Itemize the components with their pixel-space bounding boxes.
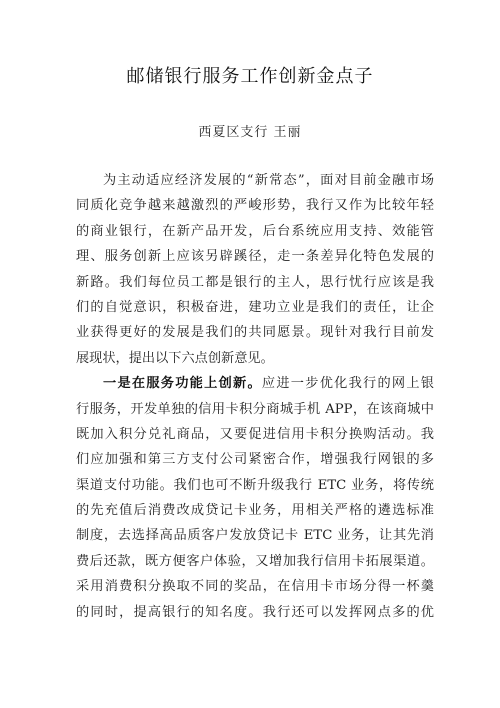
text-line <box>76 371 434 396</box>
text-line: 渠道支付功能。我们也可不断升级我行 ETC 业务，将传统 <box>76 477 434 493</box>
text-line: 采用消费积分换取不同的奖品，在信用卡市场分得一杯羹 <box>76 579 434 595</box>
document-title: 邮储银行服务工作创新金点子 <box>126 66 374 87</box>
text-line: 展现状，提出以下六点创新意见。 <box>76 350 274 366</box>
paragraph-1 <box>76 168 434 371</box>
text-line: 的先充值后消费改成贷记卡业务，用相关严格的遴选标准 <box>76 503 434 519</box>
text-line: 们应加强和第三方支付公司紧密合作，增强我行网银的多 <box>76 452 434 468</box>
paragraph-2 <box>76 371 434 625</box>
text-line: 既加入积分兑礼商品，又要促进信用卡积分换购活动。我 <box>76 426 434 442</box>
text-line: 新路。我们每位员工都是银行的主人，思行忧行应该是我 <box>76 274 434 290</box>
text-line: 同质化竞争越来越激烈的严峻形势，我行又作为比较年轻 <box>76 198 434 214</box>
text-line: 业获得更好的发展是我们的共同愿景。现针对我行目前发 <box>76 325 434 341</box>
author-line: 西夏区支行 王丽 <box>198 125 302 140</box>
text-line: 的同时，提高银行的知名度。我行还可以发挥网点多的优 <box>76 604 434 620</box>
document-body <box>76 168 434 625</box>
paragraph-heading: 一是在服务功能上创新。 <box>103 376 262 392</box>
text-line: 的商业银行，在新产品开发，后台系统应用支持、效能管 <box>76 223 434 239</box>
text-line: 制度，去选择高品质客户发放贷记卡 ETC 业务，让其先消 <box>76 528 434 544</box>
text-line-rest: 应进一步优化我行的网上银 <box>261 376 434 392</box>
text-line: 理、服务创新上应该另辟蹊径，走一条差异化特色发展的 <box>76 249 434 265</box>
text-line: 为主动适应经济发展的“新常态”，面对目前金融市场 <box>103 173 434 188</box>
text-line: 行服务，开发单独的信用卡积分商城手机 APP，在该商城中 <box>76 401 434 417</box>
text-line: 们的自觉意识，积极奋进，建功立业是我们的责任，让企 <box>76 299 434 315</box>
text-line: 费后还款，既方便客户体验，又增加我行信用卡拓展渠道。 <box>76 553 434 569</box>
